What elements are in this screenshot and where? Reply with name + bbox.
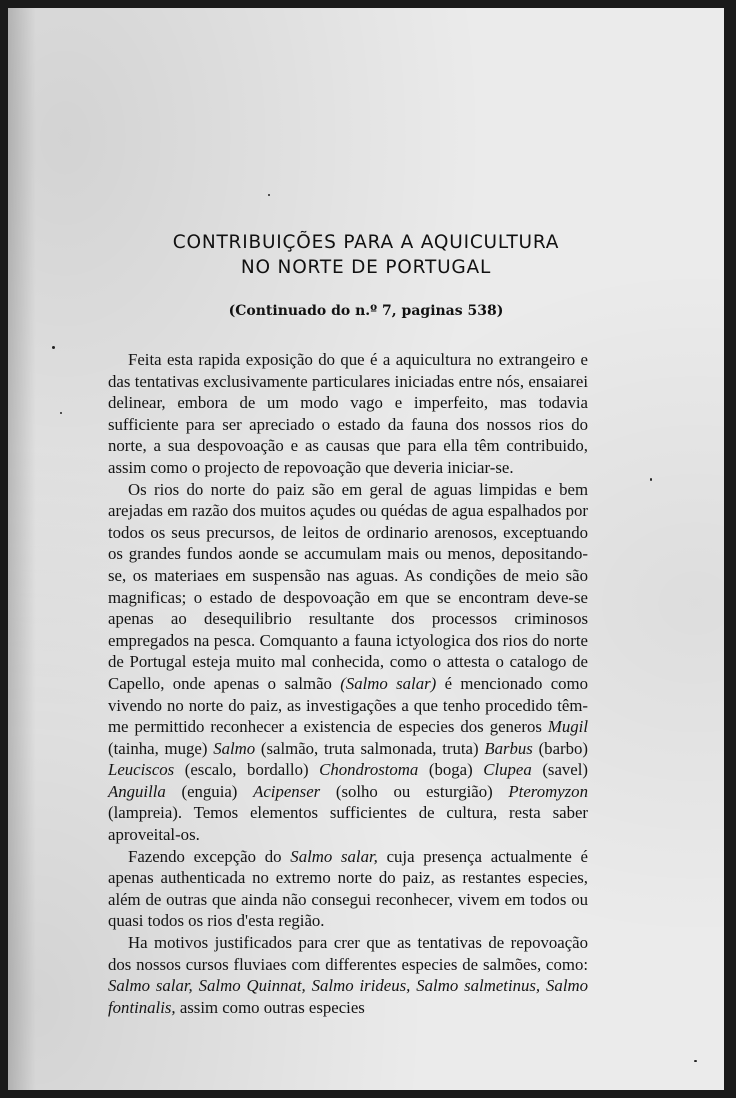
article-body — [108, 349, 588, 1018]
continuation-note: (Continuado do n.º 7, paginas 538) — [228, 303, 504, 319]
title-line-2: NO NORTE DE PORTUGAL — [240, 257, 492, 278]
scan-speck — [268, 194, 270, 196]
scan-speck — [60, 412, 62, 414]
paragraph-2-text-c: (tainha, muge) — [108, 738, 208, 758]
salmon-species-list: Salmo salar, Salmo Quinnat, Salmo irideus, Salmo salmetinus, Salmo fontinalis, — [108, 976, 588, 1017]
scan-speck — [52, 346, 55, 349]
paragraph-2-text-a: Os rios do norte do paiz são em geral de aguas limpidas e bem arejadas em razão dos muitos açudes ou quédas de agua espalhados por todos os seus precursos, de leitos de ordinario arenosos, exceptuando os grandes fundos aonde se accumulam mais ou menos, depositando-se, os materiaes em suspensão nas aguas. As condições de meio são magnificas; o estado de despovoação em que se encontram deve-se apenas ao desequilibrio resultante dos processos criminosos empregados na pesca. Comquanto a fauna ictyologica dos rios do norte de Portugal esteja muito mal conhecida, como o attesta o catalogo de Capello, onde apenas o salmão — [108, 479, 588, 693]
title-line-1: CONTRIBUIÇÕES PARA A AQUICULTURA — [172, 232, 560, 253]
paragraph-2-text-i: (enguia) — [181, 781, 238, 801]
paragraph-2-text-b: é mencionado como vivendo no norte do paiz, as investigações a que tenho procedido têm-me permittido reconhecer a existencia de especies dos generos — [108, 673, 588, 737]
article-title — [8, 230, 724, 280]
paragraph-3 — [108, 846, 588, 932]
genus-pteromyzon: Pteromyzon — [508, 781, 588, 801]
species-salmo-salar: (Salmo salar) — [340, 673, 437, 693]
paragraph-1: Feita esta rapida exposição do que é a aquicultura no extrangeiro e das tentativas exclusivamente particulares iniciadas entre nós, ensaiarei delinear, embora de um modo vago e imperfeito, mas todavia sufficiente para ser apreciado o estado da fauna dos nossos rios do norte, a sua despovoação e as causas que para ella têm contribuido, assim como o projecto de repovoação que deveria iniciar-se. — [108, 350, 588, 477]
paragraph-2 — [108, 479, 588, 846]
scan-speck — [650, 478, 652, 481]
paragraph-4 — [108, 932, 588, 1018]
genus-leuciscos: Leuciscos — [108, 760, 175, 780]
page-edge-shadow — [8, 8, 36, 1090]
paragraph-3-text-b: cuja presença actualmente é apenas authenticada no extremo norte do paiz, as restantes especies, além de outras que ainda não consegui reconhecer, vivem em todos ou quasi todos os rios d'esta região. — [108, 846, 588, 931]
paragraph-2-text-j: (solho ou esturgião) — [335, 781, 493, 801]
genus-anguilla: Anguilla — [108, 781, 166, 801]
genus-salmo: Salmo — [213, 738, 256, 758]
genus-mugil: Mugil — [547, 717, 588, 737]
genus-barbus: Barbus — [484, 738, 533, 758]
paragraph-2-text-e: (barbo) — [538, 738, 588, 758]
paragraph-2-text-f: (escalo, bordallo) — [184, 760, 309, 780]
paragraph-2-text-h: (savel) — [542, 760, 588, 780]
paragraph-3-text-a: Fazendo excepção do — [128, 846, 282, 866]
paragraph-2-text-g: (boga) — [428, 760, 473, 780]
genus-chondrostoma: Chondrostoma — [319, 760, 419, 780]
species-salmo-salar-2: Salmo salar, — [290, 846, 378, 866]
scanned-page — [8, 8, 724, 1090]
paragraph-2-text-d: (salmão, truta salmonada, truta) — [260, 738, 479, 758]
scan-speck — [694, 1060, 697, 1062]
paragraph-4-text-a: Ha motivos justificados para crer que as tentativas de repovoação dos nossos cursos fluviaes com differentes especies de salmões, como: — [108, 933, 588, 974]
paragraph-2-text-k: (lampreia). Temos elementos sufficientes de cultura, resta saber aproveital-os. — [108, 803, 588, 845]
genus-clupea: Clupea — [483, 760, 532, 780]
genus-acipenser: Acipenser — [253, 781, 321, 801]
paragraph-4-text-b: assim como outras especies — [179, 997, 365, 1017]
